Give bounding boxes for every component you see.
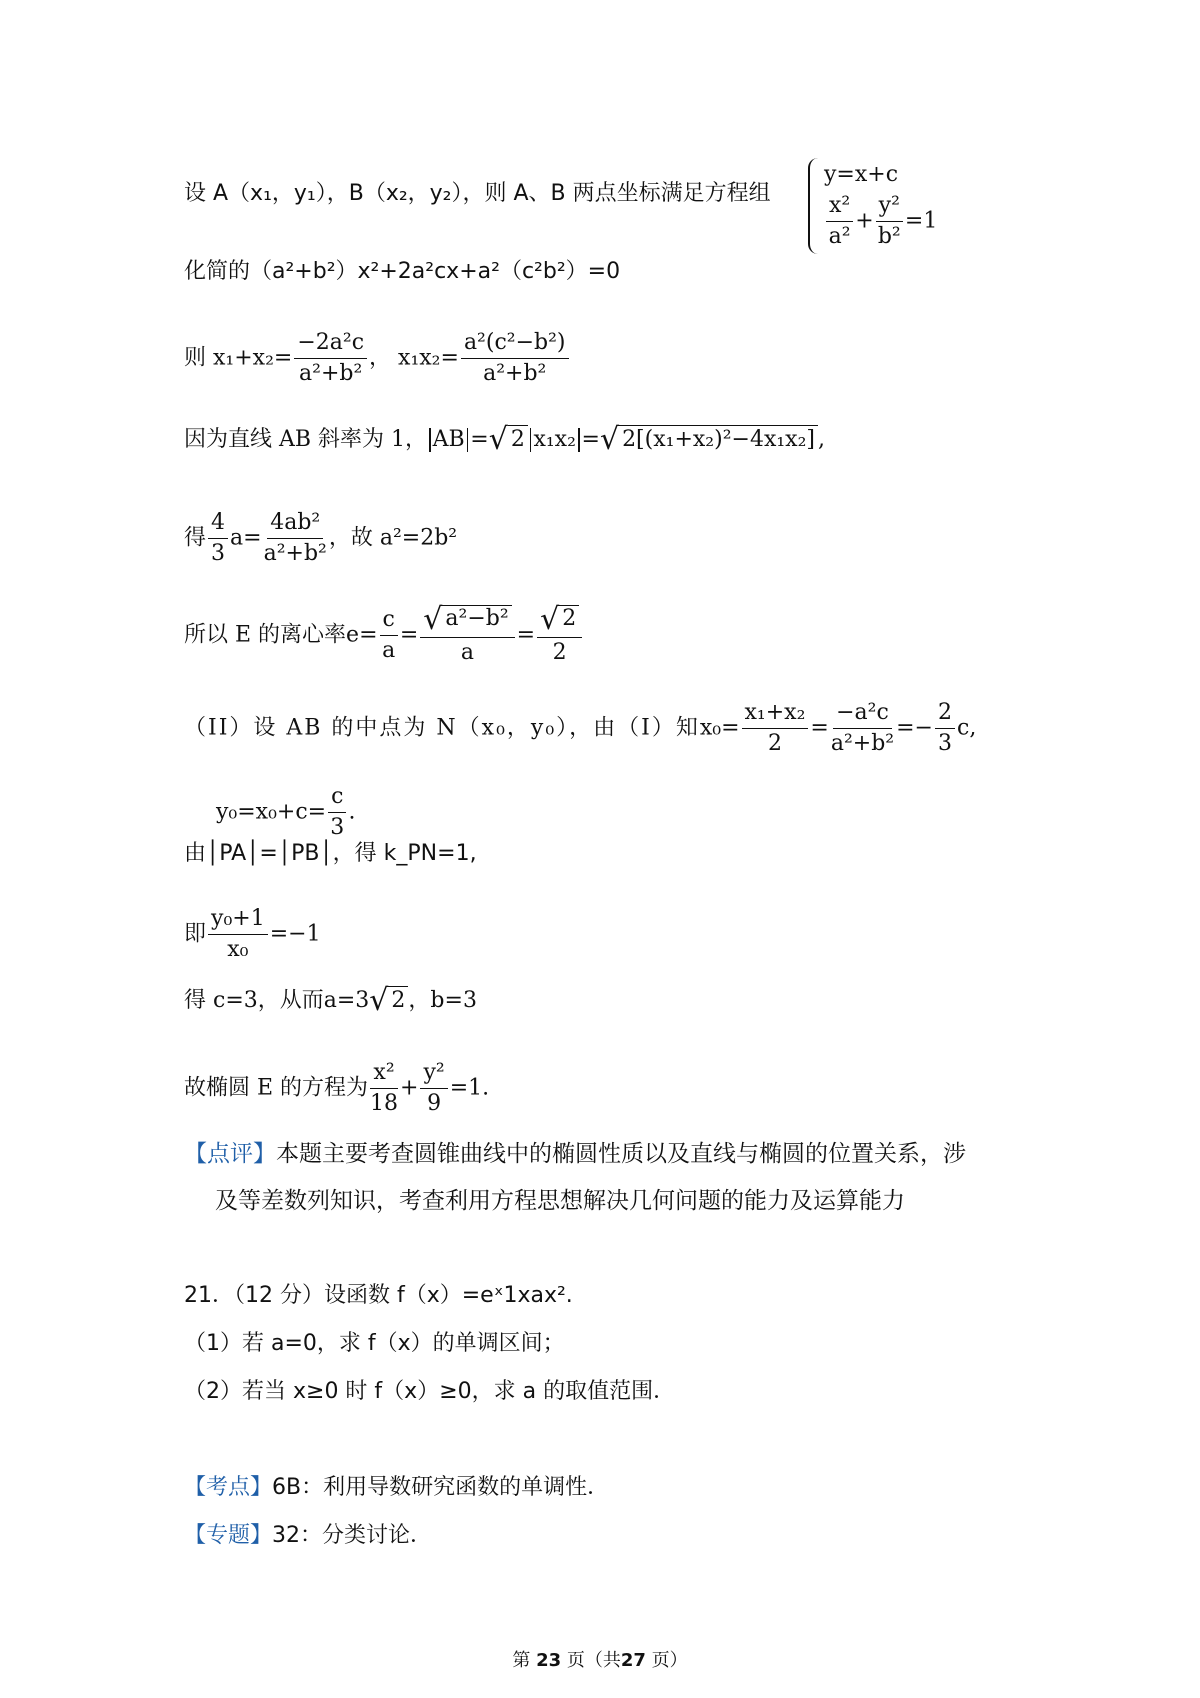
zhuanti-line: 【专题】32：分类讨论． — [184, 1523, 433, 1548]
line-simplified — [184, 258, 620, 286]
question-21-part-1: （1）若 a=0，求 f（x）的单调区间； — [184, 1331, 565, 1356]
line-result-a2: 得 $\frac{4}{3}$ a= $\frac{\text{4ab²}}{\text{a²+b²}}$ ，故 a²=2b² — [184, 510, 458, 566]
line-midpoint: （II）设 AB 的中点为 N（x₀，y₀），由（I）知x₀= $\frac{\text{x₁+x₂}}{2}$ = $\frac{\text{−a²c}}{\text{a²+b²}}$ =− $\frac{2}{3}$ c, — [184, 700, 977, 756]
line-kpn: 由│PA│=│PB│，得 k_PN=1, — [184, 841, 477, 866]
review-line-2: 及等差数列知识，考查利用方程思想解决几何问题的能力及运算能力 — [215, 1188, 905, 1214]
page-total: 27 — [620, 1650, 646, 1671]
line-ab-length: 因为直线 AB 斜率为 1， AB = √ 2 x₁x₂ = √ 2[(x₁+x₂)²−4x₁x₂] , — [184, 422, 825, 457]
line-coordinates — [184, 180, 771, 208]
sqrt-two: √ 2 — [489, 425, 528, 455]
line-y0: y₀=x₀+c= $\frac{c}{3}$ . — [216, 784, 356, 840]
sum-fraction: $\frac{\text{−2a²c}}{\text{a²+b²}}$ — [294, 330, 367, 387]
coordinates-text: 设 A（x₁，y₁），B（x₂，y₂），则 A、B 两点坐标满足方程组 — [184, 181, 771, 206]
line-ellipse-equation: 故椭圆 E 的方程为 $\frac{\text{x²}}{18}$ + $\frac{\text{y²}}{9}$ =1. — [184, 1060, 490, 1116]
system-eq-ellipse-rhs: =1 — [904, 208, 938, 234]
system-eq-line: y=x+c — [824, 162, 899, 187]
page-footer: 第 23 页（共27 页） — [512, 1650, 688, 1671]
line-eccentricity: 所以 E 的离心率e= $\frac{c}{a}$ = √ a²−b² a = √ 2 2 — [184, 605, 584, 666]
review-label: 【点评】 — [184, 1141, 276, 1167]
kaodian-label: 【考点】 — [184, 1475, 273, 1500]
system-brace — [808, 158, 820, 254]
frac-y2-b2: $\frac{\text{y²}}{\text{b²}}$ — [876, 193, 903, 250]
review-line-1: 【点评】本题主要考查圆锥曲线中的椭圆性质以及直线与椭圆的位置关系，涉 — [184, 1141, 966, 1167]
question-21: 21．（12 分）设函数 f（x）=eˣ1xax². — [184, 1283, 573, 1308]
zhuanti-label: 【专题】 — [184, 1523, 273, 1548]
line-c-value: 得 c=3，从而a=3 √ 2 ，b=3 — [184, 983, 477, 1018]
sqrt-big: √ 2[(x₁+x₂)²−4x₁x₂] — [600, 425, 818, 455]
line-slope-eq: 即 $\frac{\text{y₀+1}}{\text{x₀}}$ =−1 — [184, 906, 321, 962]
kaodian-line: 【考点】6B：利用导数研究函数的单调性． — [184, 1475, 610, 1500]
equation-system: y=x+c $\frac{\text{x²}}{\text{a²}}$ + $\frac{\text{y²}}{\text{b²}}$ =1 — [808, 158, 937, 254]
simplified-equation: 化简的（a²+b²）x²+2a²cx+a²（c²b²）=0 — [184, 259, 621, 284]
question-21-part-2: （2）若当 x≥0 时 f（x）≥0，求 a 的取值范围． — [184, 1379, 676, 1404]
line-vieta: 则 x₁+x₂= $\frac{\text{−2a²c}}{\text{a²+b²}}$ ， x₁x₂= $\frac{\text{a²(c²−b²)}}{\text{a²+b²}}$ — [184, 330, 571, 387]
frac-x2-a2: $\frac{\text{x²}}{\text{a²}}$ — [826, 193, 853, 250]
product-fraction: $\frac{\text{a²(c²−b²)}}{\text{a²+b²}}$ — [461, 330, 569, 387]
page-number: 23 — [536, 1650, 562, 1671]
